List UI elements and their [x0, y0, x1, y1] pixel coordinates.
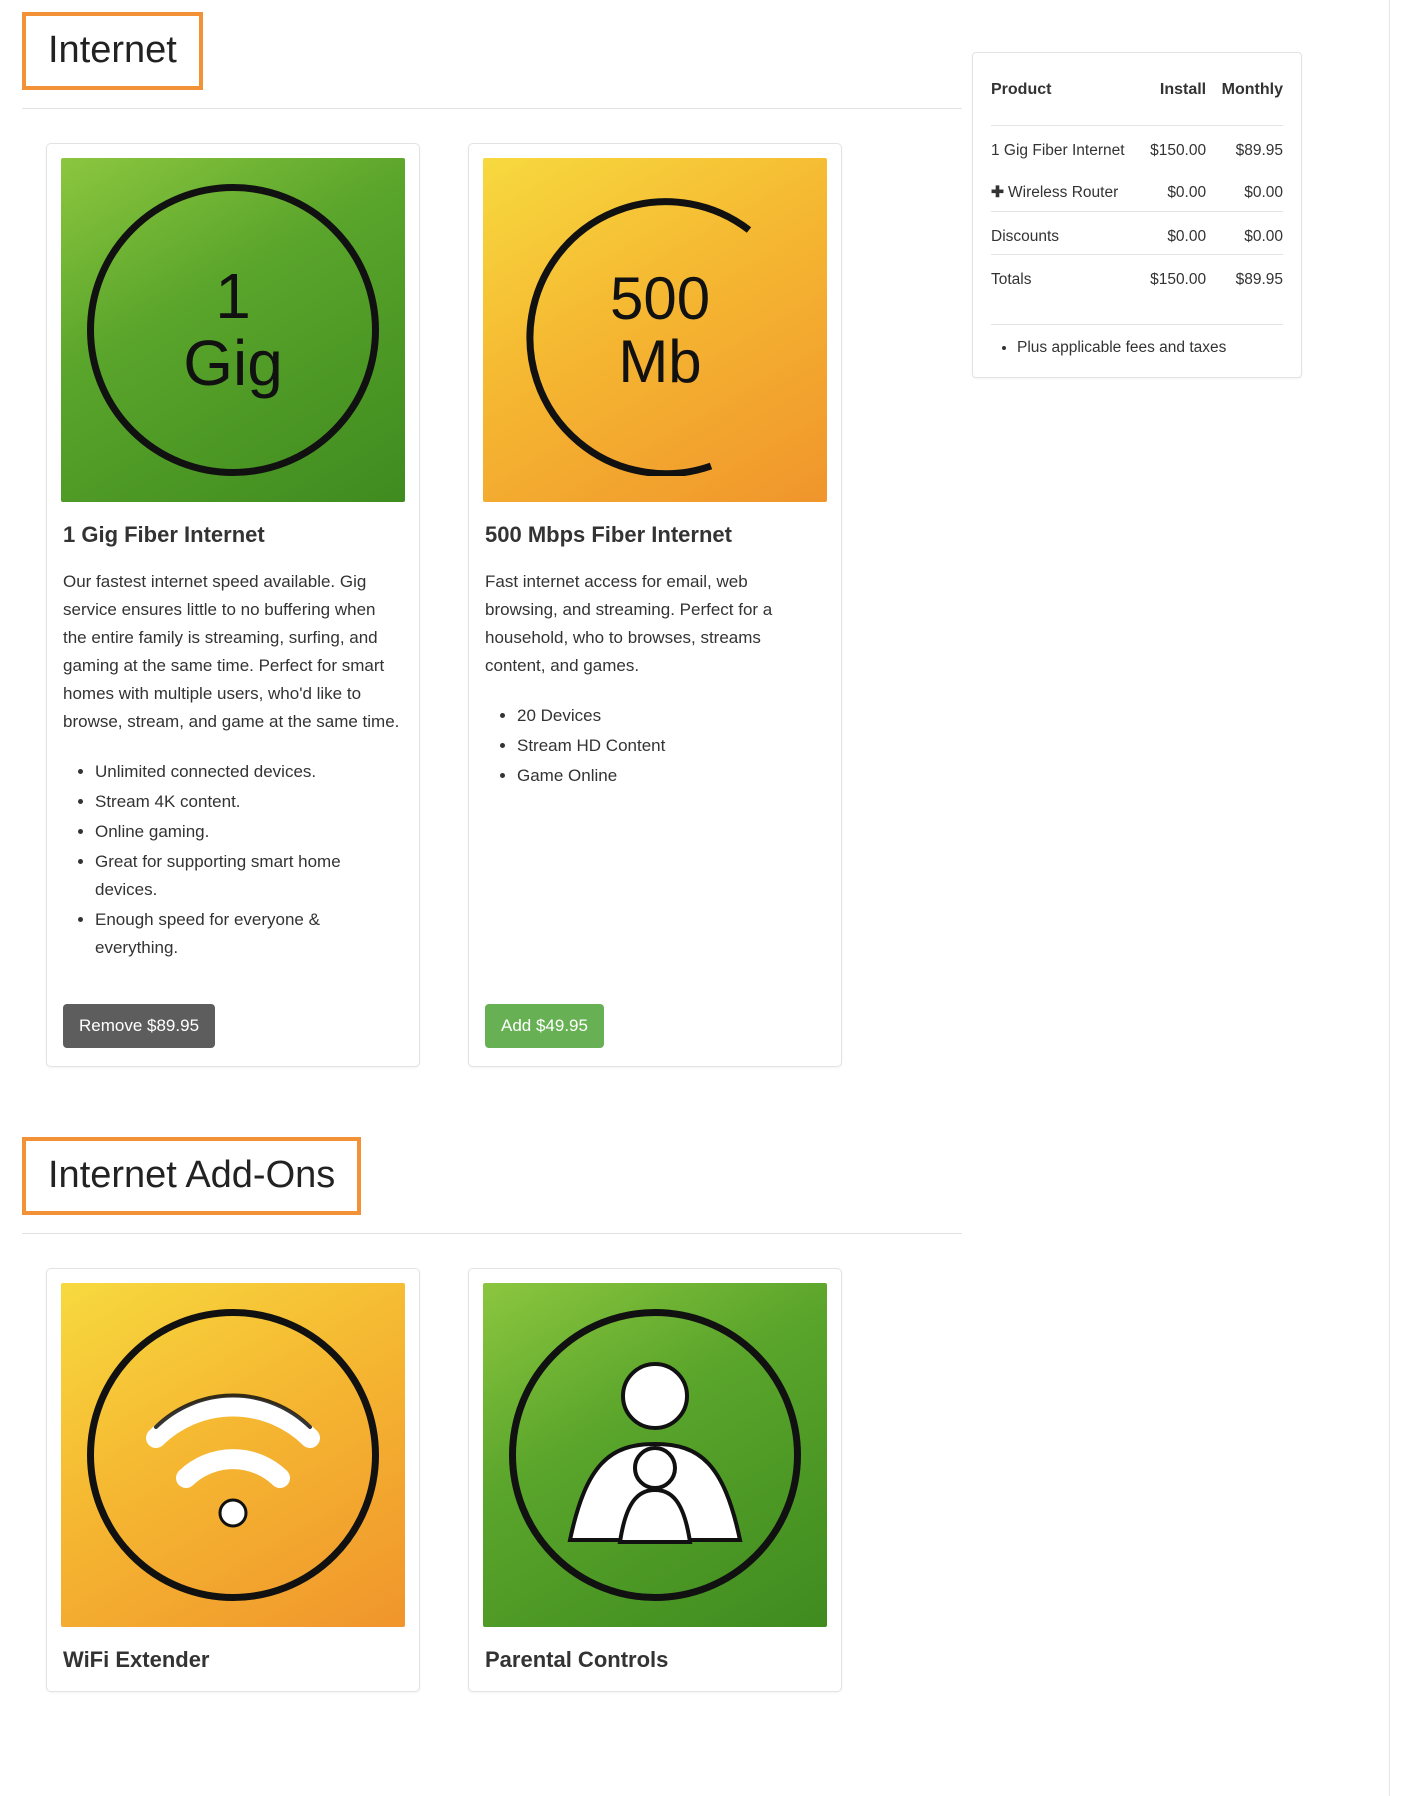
summary-row-install: $150.00	[1135, 255, 1206, 298]
speed-badge-line1: 1	[215, 260, 251, 333]
column-header-product: Product	[991, 77, 1135, 126]
summary-row-label: Totals	[991, 255, 1135, 298]
footnote-text: • Plus applicable fees and taxes	[1017, 339, 1283, 357]
table-row	[991, 126, 1283, 169]
speed-ring-line2: Mb	[618, 327, 702, 395]
section-addons-header	[22, 1125, 962, 1234]
family-icon	[509, 1309, 801, 1601]
product-card-parental-controls[interactable]	[468, 1268, 842, 1692]
product-image-parental-controls	[483, 1283, 827, 1627]
summary-row-monthly: $89.95	[1235, 142, 1283, 159]
product-image-wifi-extender	[61, 1283, 405, 1627]
product-card-500-fiber[interactable]	[468, 143, 842, 1068]
list-item: • 20 Devices	[517, 702, 827, 730]
table-row	[991, 168, 1283, 211]
plus-icon: ✚	[991, 184, 1004, 202]
summary-row-label-wireless-router	[991, 168, 1135, 211]
product-description: Fast internet access for email, web browsing, and streaming. Perfect for a household, who to browses, streams content, and games.	[485, 571, 773, 675]
card-spacer	[483, 792, 827, 982]
column-header-monthly: Monthly	[1206, 77, 1283, 126]
section-internet-header	[22, 0, 962, 109]
summary-footnote	[991, 324, 1283, 357]
section-internet-addons	[0, 1125, 1412, 1692]
list-item: • Online gaming.	[95, 818, 405, 846]
page-right-divider	[1389, 0, 1390, 1796]
column-header-install: Install	[1135, 77, 1206, 126]
add-product-button[interactable]: Add $49.95	[485, 1004, 604, 1048]
list-item: • Unlimited connected devices.	[95, 758, 405, 786]
order-summary-table	[991, 77, 1283, 298]
table-row	[991, 211, 1283, 254]
summary-row-monthly: $0.00	[1244, 184, 1283, 202]
summary-row-install: $150.00	[1150, 142, 1207, 159]
wifi-icon	[87, 1309, 379, 1601]
summary-row-monthly: $0.00	[1206, 211, 1283, 254]
table-row-totals	[991, 255, 1283, 298]
list-item: • Great for supporting smart home devices.	[95, 848, 405, 904]
product-feature-list	[483, 702, 827, 792]
speed-badge-line2: Gig	[183, 326, 283, 399]
page-title: Internet	[22, 12, 203, 90]
summary-row-install: $0.00	[1167, 184, 1207, 202]
product-image-gig-fiber	[61, 158, 405, 502]
list-item: • Game Online	[517, 762, 827, 790]
list-item: • Stream 4K content.	[95, 788, 405, 816]
addons-card-row	[46, 1268, 1412, 1692]
list-item: • Enough speed for everyone & everything.	[95, 906, 405, 962]
product-title: WiFi Extender	[63, 1647, 210, 1673]
product-feature-list	[61, 758, 405, 964]
speed-ring-line1: 500	[609, 264, 711, 332]
summary-row-label: Discounts	[991, 211, 1135, 254]
summary-row-label-text: Wireless Router	[1008, 184, 1119, 202]
product-card-gig-fiber[interactable]	[46, 143, 420, 1068]
summary-row-install: $0.00	[1135, 211, 1206, 254]
card-spacer	[61, 964, 405, 982]
product-card-wifi-extender[interactable]	[46, 1268, 420, 1692]
product-title: 500 Mbps Fiber Internet	[485, 521, 732, 547]
speed-ring-label	[609, 264, 711, 395]
speed-badge-icon	[87, 184, 379, 476]
summary-row-monthly: $89.95	[1206, 255, 1283, 298]
section-title-addons: Internet Add-Ons	[22, 1137, 361, 1215]
product-title: Parental Controls	[485, 1647, 669, 1673]
list-item: • Stream HD Content	[517, 732, 827, 760]
order-summary-panel	[972, 52, 1302, 378]
summary-row-label: 1 Gig Fiber Internet	[991, 142, 1125, 159]
product-description: Our fastest internet speed available. Gig service ensures little to no buffering when the entire family is streaming, surfing, and gaming at the same time. Perfect for smart homes with multiple users, who'd like to browse, stream, and game at the same time.	[63, 571, 400, 732]
product-title: 1 Gig Fiber Internet	[63, 521, 265, 547]
product-image-500-fiber	[483, 158, 827, 502]
remove-product-button[interactable]: Remove $89.95	[63, 1004, 215, 1048]
